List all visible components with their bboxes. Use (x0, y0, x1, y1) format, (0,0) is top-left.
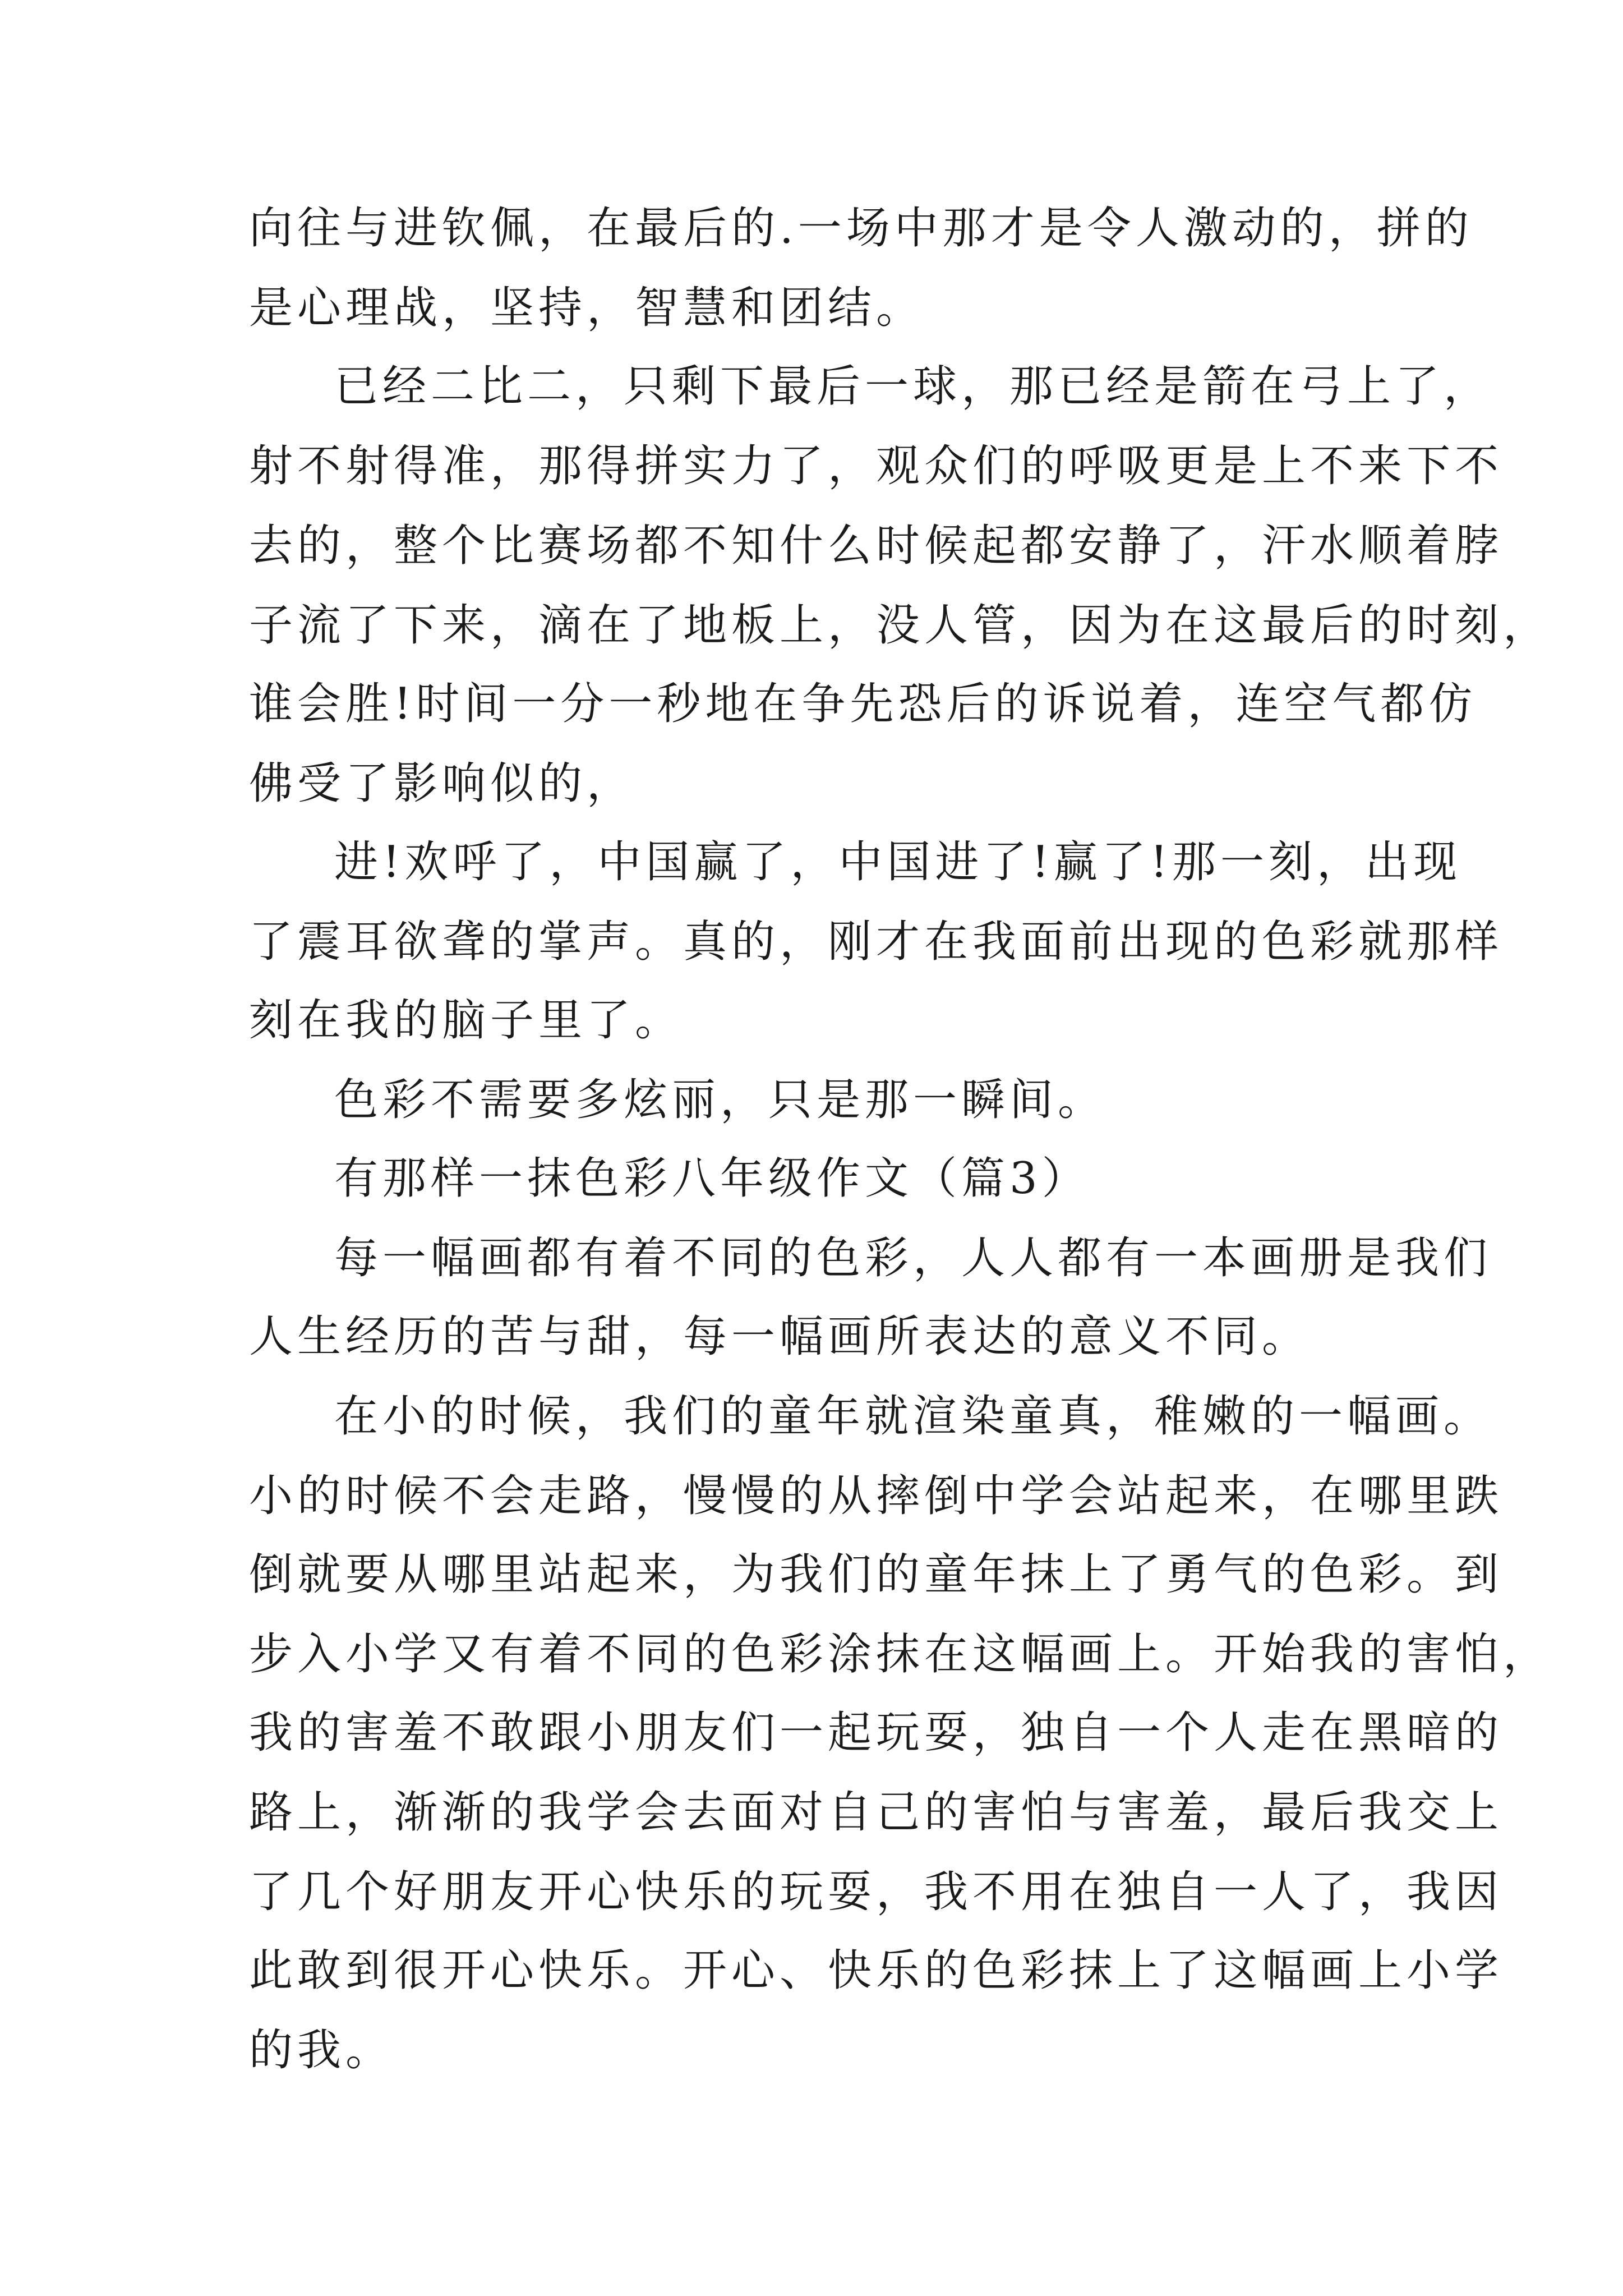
text-line: 此敢到很开心快乐。开心、快乐的色彩抹上了这幅画上小学 (249, 1945, 1504, 1996)
text-line: 步入小学又有着不同的色彩涂抹在这幅画上。开始我的害怕， (249, 1629, 1552, 1680)
text-line: 了几个好朋友开心快乐的玩耍，我不用在独自一人了，我因 (249, 1867, 1504, 1917)
text-line: 已经二比二，只剩下最后一球，那已经是箭在弓上了， (334, 361, 1492, 412)
text-line: 了震耳欲聋的掌声。真的，刚才在我面前出现的色彩就那样 (249, 917, 1504, 967)
text-line: 刻在我的脑子里了。 (249, 995, 684, 1046)
text-line: 路上，渐渐的我学会去面对自己的害怕与害羞，最后我交上 (249, 1787, 1504, 1838)
text-line: 向往与进钦佩，在最后的.一场中那才是令人激动的，拼的 (249, 203, 1473, 254)
text-line: 射不射得准，那得拼实力了，观众们的呼吸更是上不来下不 (249, 441, 1504, 491)
text-line: 每一幅画都有着不同的色彩，人人都有一本画册是我们 (334, 1233, 1492, 1283)
text-line: 谁会胜!时间一分一秒地在争先恐后的诉说着，连空气都仿 (249, 679, 1477, 729)
text-line: 在小的时候，我们的童年就渲染童真，稚嫩的一幅画。 (334, 1391, 1492, 1442)
text-line: 子流了下来，滴在了地板上，没人管，因为在这最后的时刻， (249, 600, 1552, 651)
text-line: 我的害羞不敢跟小朋友们一起玩耍，独自一个人走在黑暗的 (249, 1708, 1504, 1758)
text-line: 小的时候不会走路，慢慢的从摔倒中学会站起来，在哪里跌 (249, 1471, 1504, 1521)
text-line: 的我。 (249, 2025, 394, 2076)
section-heading: 有那样一抹色彩八年级作文（篇3） (334, 1153, 1090, 1204)
text-line: 人生经历的苦与甜，每一幅画所表达的意义不同。 (249, 1312, 1311, 1362)
text-line: 进!欢呼了，中国赢了，中国进了!赢了!那一刻，出现 (334, 837, 1462, 887)
text-line: 去的，整个比赛场都不知什么时候起都安静了，汗水顺着脖 (249, 521, 1504, 571)
text-line: 是心理战，坚持，智慧和团结。 (249, 283, 925, 333)
text-line: 色彩不需要多炫丽，只是那一瞬间。 (334, 1075, 1106, 1125)
text-line: 佛受了影响似的， (249, 758, 635, 809)
text-line: 倒就要从哪里站起来，为我们的童年抹上了勇气的色彩。到 (249, 1549, 1504, 1600)
